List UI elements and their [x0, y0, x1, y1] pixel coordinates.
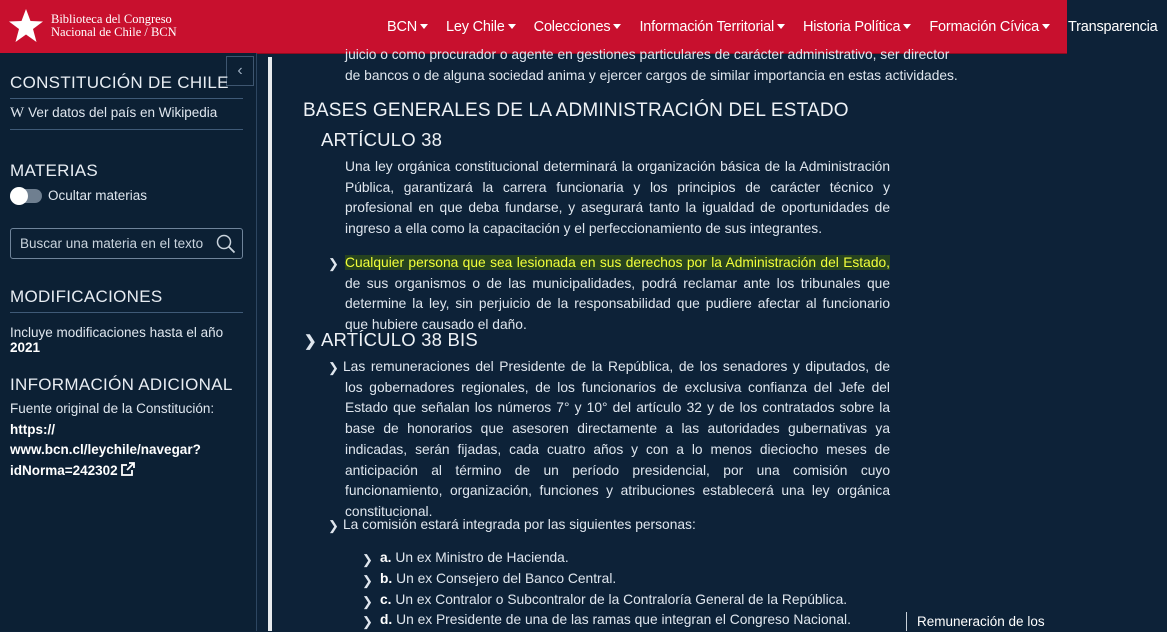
list-item: b. Un ex Consejero del Banco Central.	[380, 571, 617, 586]
sidebar-title: CONSTITUCIÓN DE CHILE	[10, 73, 229, 92]
section-title: BASES GENERALES DE LA ADMINISTRACIÓN DEL ESTADO	[303, 100, 849, 121]
toggle-knob	[10, 187, 28, 205]
star-logo-icon	[7, 7, 45, 45]
info-heading: INFORMACIÓN ADICIONAL	[10, 375, 233, 394]
sidebar-modificaciones-section	[10, 287, 243, 355]
bcn-logo[interactable]	[7, 5, 177, 47]
constitution-text	[272, 47, 1067, 631]
nav-historia-politica[interactable]: Historia Política	[803, 19, 911, 35]
highlighted-text: Cualquier persona que sea lesionada en sus derechos por la Administración del Estado,	[345, 255, 890, 270]
divider	[10, 129, 243, 130]
external-link-icon[interactable]	[121, 462, 135, 476]
caret-down-icon	[420, 24, 428, 29]
wikipedia-icon: W	[10, 105, 25, 121]
modificaciones-text: Incluye modificaciones hasta el año 2021	[10, 325, 224, 355]
article-38-title[interactable]: ARTÍCULO 38	[321, 129, 443, 150]
chevron-right-icon[interactable]: ❯	[328, 360, 339, 375]
chevron-right-icon[interactable]: ❯	[362, 573, 373, 588]
list-item: a. Un ex Ministro de Hacienda.	[380, 550, 569, 565]
caret-down-icon	[1042, 24, 1050, 29]
article-38-paragraph-1: Una ley orgánica constitucional determinará la organización básica de la Administración Pública, garantizará la carrera funcionaria y los principios de carácter técnico y profesional en que deba fundarse, y asegurará tanto la igualdad de oportunidades de ingreso a ella como la capacitación y el perfeccionamiento de sus integrantes.	[345, 159, 890, 237]
materias-heading: MATERIAS	[10, 161, 99, 180]
sidebar-constitution-section	[10, 73, 243, 130]
chevron-right-icon[interactable]: ❯	[304, 333, 317, 350]
nav-informacion-territorial[interactable]: Información Territorial	[639, 19, 785, 35]
toggle-switch[interactable]	[10, 189, 42, 203]
article-38-bis-paragraph-1: Las remuneraciones del Presidente de la República, de los senadores y diputados, de los gobernadores regionales, de los funcionarios de exclusiva confianza del Jefe del Estado que señalan los números 7° y 10° del artículo 32 y de los contratados sobre la base de honorarios que asesoren directamente a las autoridades gubernativas ya indicadas, serán fijadas, cada cuatro años y con a lo menos dieciocho meses de anticipación al término de un período presidencial, por una comisión cuyo funcionamiento, organización, funciones y atribuciones establecerá una ley orgánica constitucional.	[343, 359, 890, 519]
sidebar-materias-section	[10, 161, 243, 259]
nav-colecciones[interactable]: Colecciones	[534, 19, 622, 35]
search-icon[interactable]	[216, 234, 236, 254]
chevron-right-icon[interactable]: ❯	[362, 614, 373, 629]
nav-bcn[interactable]: BCN	[387, 19, 428, 35]
brand-line-2: Nacional de Chile / BCN	[51, 25, 177, 39]
wikipedia-link[interactable]: W Ver datos del país en Wikipedia	[10, 105, 218, 121]
caret-down-icon	[508, 24, 516, 29]
nav-transparencia[interactable]: Transparencia	[1067, 18, 1158, 35]
caret-down-icon	[903, 24, 911, 29]
nav-formacion-civica[interactable]: Formación Cívica	[929, 19, 1050, 35]
brand-line-1: Biblioteca del Congreso	[51, 12, 172, 26]
sidebar-info-section	[10, 375, 243, 481]
chevron-right-icon[interactable]: ❯	[362, 552, 373, 567]
caret-down-icon	[613, 24, 621, 29]
sidebar	[0, 53, 257, 631]
article-38-paragraph-2: Cualquier persona que sea lesionada en sus derechos por la Administración del Estado, de sus organismos o de las municipalidades, podrá reclamar ante los tribunales que determine la ley, sin perjuicio de la responsabilidad que pudiere afectar al funcionario que hubiere causado el daño.	[345, 255, 890, 333]
divider	[10, 312, 243, 313]
chevron-right-icon[interactable]: ❯	[362, 594, 373, 609]
materia-search-input[interactable]: Buscar una materia en el texto	[10, 228, 243, 259]
modificaciones-heading: MODIFICACIONES	[10, 287, 163, 306]
side-annotation[interactable]: Remuneración de los	[906, 612, 1078, 631]
ocultar-materias-toggle[interactable]: Ocultar materias	[10, 188, 243, 203]
nav-ley-chile[interactable]: Ley Chile	[446, 19, 516, 35]
caret-down-icon	[777, 24, 785, 29]
modificaciones-year: 2021	[10, 340, 41, 355]
chevron-left-icon: ‹	[237, 62, 243, 79]
article-38-bis-title[interactable]: ARTÍCULO 38 BIS	[321, 329, 478, 350]
list-item: c. Un ex Contralor o Subcontralor de la Contraloría General de la República.	[380, 592, 848, 607]
chevron-right-icon[interactable]: ❯	[328, 256, 339, 271]
previous-paragraph: juicio o como procurador o agente en gestiones particulares de carácter administrativo, ser director de bancos o de alguna sociedad anima y ejercer cargos de similar importancia en estas actividades.	[345, 47, 958, 83]
info-text: Fuente original de la Constitución: https:// www.bcn.cl/leychile/navegar? idNorma=242302	[10, 401, 215, 478]
article-38-bis-paragraph-2: La comisión estará integrada por las siguientes personas:	[343, 517, 696, 532]
chevron-right-icon[interactable]: ❯	[328, 518, 339, 533]
source-url-link[interactable]: https:// www.bcn.cl/leychile/navegar? idNorma=242302	[10, 421, 201, 478]
list-item: d. Un ex Presidente de una de las ramas que integran el Congreso Nacional.	[380, 612, 851, 627]
